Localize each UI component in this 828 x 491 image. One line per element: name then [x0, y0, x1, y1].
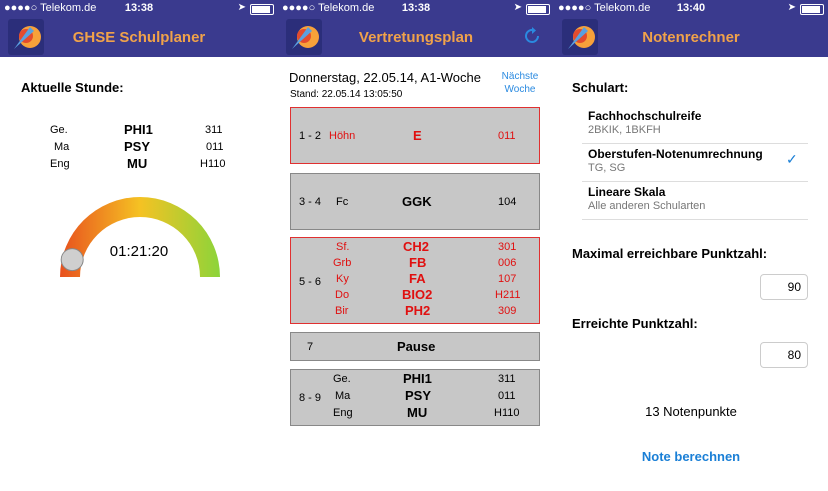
max-points-input[interactable]: 90	[760, 274, 808, 300]
room-label: 011	[206, 141, 224, 153]
room-label: 301	[498, 241, 517, 253]
next-week-label-line2: Woche	[504, 84, 536, 95]
subject-label: MU	[127, 156, 148, 171]
substitution-block	[290, 107, 540, 164]
room-label: 006	[498, 257, 517, 269]
status-bar	[554, 0, 828, 17]
option-subtitle: Alle anderen Schularten	[588, 200, 706, 212]
subject-label: BIO2	[402, 287, 433, 302]
battery-icon	[250, 4, 274, 15]
reached-points-label: Erreichte Punktzahl:	[572, 316, 698, 331]
teacher-label: Ge.	[333, 373, 351, 385]
location-icon: ➤	[237, 2, 246, 13]
lesson-progress-gauge	[50, 185, 230, 285]
room-label: 011	[498, 390, 516, 402]
school-type-option-lineare-skala[interactable]	[582, 183, 808, 220]
lesson-block	[290, 369, 540, 426]
subject-label: CH2	[403, 239, 430, 254]
school-type-option-oberstufen[interactable]	[582, 145, 808, 182]
subject-label: PSY	[124, 139, 151, 154]
navigation-bar	[278, 17, 554, 57]
room-label: H110	[200, 158, 226, 170]
current-lesson-heading: Aktuelle Stunde:	[21, 80, 124, 95]
checkmark-icon: ✓	[786, 151, 798, 167]
notenrechner-screen	[554, 0, 828, 491]
teacher-label: Ky	[336, 273, 349, 285]
max-points-label: Maximal erreichbare Punktzahl:	[572, 246, 768, 261]
option-title: Fachhochschulreife	[588, 109, 702, 123]
status-bar	[278, 0, 554, 17]
substitution-block	[290, 237, 540, 324]
period-label: 3 - 4	[299, 196, 322, 208]
period-label: 1 - 2	[299, 130, 322, 142]
nav-title: Vertretungsplan	[358, 29, 474, 46]
room-label: 011	[498, 130, 516, 142]
teacher-label: Do	[335, 289, 350, 301]
status-time: 13:40	[676, 2, 706, 14]
subject-label: FB	[409, 255, 427, 270]
schulplaner-screen	[0, 0, 278, 491]
navigation-bar	[0, 17, 278, 57]
reached-points-input[interactable]: 80	[760, 342, 808, 368]
period-label: 8 - 9	[299, 392, 322, 404]
subject-label: PHI1	[403, 371, 432, 386]
navigation-bar	[554, 17, 828, 57]
teacher-label: Sf.	[336, 241, 350, 253]
option-title: Lineare Skala	[588, 185, 666, 199]
status-bar	[0, 0, 278, 17]
school-type-option-fachhochschulreife[interactable]	[582, 107, 808, 144]
battery-icon	[526, 4, 550, 15]
room-label: 104	[498, 196, 517, 208]
room-label: H211	[495, 289, 521, 301]
nav-title: Notenrechner	[642, 29, 740, 46]
option-title: Oberstufen-Notenumrechnung	[588, 147, 763, 161]
plan-timestamp: Stand: 22.05.14 13:05:50	[290, 89, 403, 100]
subject-label: PSY	[405, 388, 432, 403]
status-time: 13:38	[401, 2, 431, 14]
period-label: 5 - 6	[299, 276, 322, 288]
period-label: 7	[307, 341, 314, 353]
lesson-block	[290, 173, 540, 230]
subject-label: MU	[407, 405, 428, 420]
subject-label: Pause	[397, 339, 436, 354]
location-icon: ➤	[787, 2, 796, 13]
nav-title: GHSE Schulplaner	[72, 29, 206, 46]
room-label: 311	[498, 373, 516, 385]
break-block	[290, 332, 540, 361]
option-subtitle: 2BKIK, 1BKFH	[588, 124, 661, 136]
subject-label: GGK	[402, 194, 432, 209]
calculate-grade-button[interactable]: Note berechnen	[641, 449, 741, 464]
teacher-label: Ma	[54, 141, 70, 153]
teacher-label: Eng	[333, 407, 353, 419]
gauge-arc	[60, 197, 220, 277]
teacher-label: Bir	[335, 305, 349, 317]
option-subtitle: TG, SG	[588, 162, 626, 174]
room-label: 309	[498, 305, 517, 317]
vertretungsplan-screen	[278, 0, 554, 491]
teacher-label: Ge.	[50, 124, 68, 136]
plan-date: Donnerstag, 22.05.14, A1-Woche	[289, 70, 481, 85]
status-time: 13:38	[124, 2, 154, 14]
subject-label: FA	[409, 271, 426, 286]
room-label: 311	[205, 124, 223, 136]
refresh-icon[interactable]	[522, 26, 542, 46]
teacher-label: Fc	[336, 196, 349, 208]
carrier-label: ●●●●○ Telekom.de	[4, 2, 97, 14]
school-type-heading: Schulart:	[572, 80, 629, 95]
location-icon: ➤	[513, 2, 522, 13]
subject-label: PHI1	[124, 122, 153, 137]
carrier-label: ●●●●○ Telekom.de	[282, 2, 375, 14]
lesson-timer: 01:21:20	[109, 243, 169, 260]
next-week-link[interactable]	[496, 70, 544, 96]
teacher-label: Grb	[333, 257, 352, 269]
carrier-label: ●●●●○ Telekom.de	[558, 2, 651, 14]
teacher-label: Höhn	[329, 130, 356, 142]
subject-label: PH2	[405, 303, 431, 318]
room-label: 107	[498, 273, 517, 285]
teacher-label: Ma	[335, 390, 351, 402]
result-text: 13 Notenpunkte	[645, 404, 737, 419]
battery-icon	[800, 4, 824, 15]
teacher-label: Eng	[50, 158, 70, 170]
next-week-label-line1: Nächste	[501, 71, 539, 82]
room-label: H110	[494, 407, 520, 419]
subject-label: E	[413, 128, 422, 143]
